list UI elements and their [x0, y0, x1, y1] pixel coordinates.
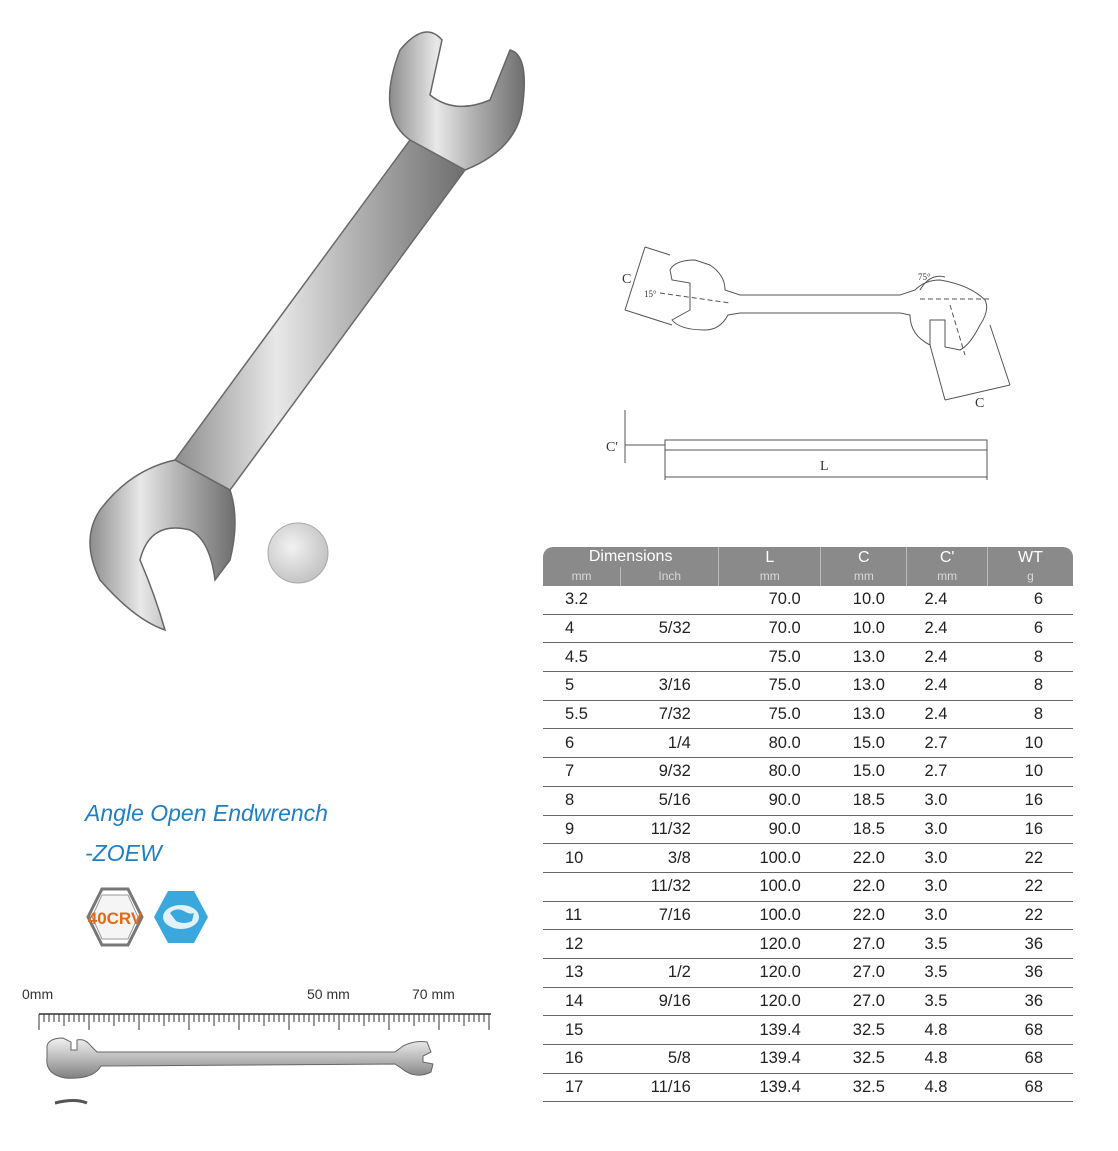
cell-weight-wt: 10 [987, 758, 1073, 787]
cell-size-inch: 9/32 [621, 758, 719, 787]
cell-width-c: 10.0 [821, 586, 907, 614]
product-code: -ZOEW [85, 840, 162, 866]
cell-size-inch: 1/2 [621, 958, 719, 987]
ruler-ticks [39, 1014, 489, 1030]
cell-width-c: 22.0 [821, 901, 907, 930]
cell-weight-wt: 16 [987, 786, 1073, 815]
table-row [543, 844, 1073, 873]
cell-width-c: 18.5 [821, 786, 907, 815]
cell-thickness-c-prime: 2.4 [907, 700, 988, 729]
cell-thickness-c-prime: 3.0 [907, 872, 988, 901]
cell-size-inch: 7/32 [621, 700, 719, 729]
hex-material-badge-icon [88, 889, 143, 945]
cell-thickness-c-prime: 2.4 [907, 586, 988, 614]
header-dimensions: Dimensions [543, 547, 719, 567]
cell-size-inch [621, 1016, 719, 1045]
cell-size-inch: 11/16 [621, 1073, 719, 1102]
cell-width-c: 27.0 [821, 930, 907, 959]
header-c: C mm [821, 547, 907, 586]
cell-weight-wt: 22 [987, 844, 1073, 873]
cell-size-inch [621, 643, 719, 672]
cell-size-mm: 3.2 [543, 586, 621, 614]
cell-length-l: 139.4 [719, 1016, 821, 1045]
cell-width-c: 13.0 [821, 643, 907, 672]
cell-size-mm: 11 [543, 901, 621, 930]
cell-size-inch [621, 930, 719, 959]
cell-width-c: 32.5 [821, 1045, 907, 1074]
dim-angle-15: 15° [644, 289, 657, 299]
dim-c-bottom: C [975, 396, 985, 411]
cell-weight-wt: 6 [987, 586, 1073, 614]
cell-width-c: 15.0 [821, 729, 907, 758]
cell-size-inch: 11/32 [621, 815, 719, 844]
cell-size-mm: 5.5 [543, 700, 621, 729]
cell-length-l: 90.0 [719, 815, 821, 844]
cell-thickness-c-prime: 3.5 [907, 987, 988, 1016]
cell-length-l: 80.0 [719, 758, 821, 787]
table-row [543, 958, 1073, 987]
dimension-drawing [600, 235, 1020, 500]
cell-width-c: 18.5 [821, 815, 907, 844]
table-row [543, 1016, 1073, 1045]
ruler-label-70mm: 70 mm [412, 986, 455, 1002]
cell-weight-wt: 36 [987, 987, 1073, 1016]
dim-angle-75: 75° [918, 272, 931, 282]
header-wt: WT g [987, 547, 1073, 586]
table-row [543, 758, 1073, 787]
cell-width-c: 22.0 [821, 872, 907, 901]
cell-thickness-c-prime: 3.0 [907, 786, 988, 815]
table-row [543, 700, 1073, 729]
cell-length-l: 70.0 [719, 614, 821, 643]
cell-width-c: 13.0 [821, 672, 907, 701]
cell-weight-wt: 8 [987, 643, 1073, 672]
cell-width-c: 27.0 [821, 958, 907, 987]
globe-hex-badge-icon [154, 891, 208, 943]
cell-weight-wt: 8 [987, 672, 1073, 701]
cell-width-c: 32.5 [821, 1016, 907, 1045]
cell-size-mm: 12 [543, 930, 621, 959]
cell-thickness-c-prime: 4.8 [907, 1016, 988, 1045]
cell-length-l: 120.0 [719, 958, 821, 987]
cell-weight-wt: 36 [987, 930, 1073, 959]
ruler-with-wrench [35, 1008, 505, 1108]
header-l: L mm [719, 547, 821, 586]
cell-length-l: 90.0 [719, 786, 821, 815]
cell-width-c: 13.0 [821, 700, 907, 729]
table-row [543, 815, 1073, 844]
cell-length-l: 75.0 [719, 643, 821, 672]
cell-thickness-c-prime: 2.7 [907, 758, 988, 787]
cell-size-mm: 15 [543, 1016, 621, 1045]
cell-weight-wt: 22 [987, 872, 1073, 901]
cell-length-l: 75.0 [719, 700, 821, 729]
cell-size-mm: 13 [543, 958, 621, 987]
cell-length-l: 70.0 [719, 586, 821, 614]
cell-weight-wt: 8 [987, 700, 1073, 729]
cell-size-inch: 7/16 [621, 901, 719, 930]
cell-size-inch: 11/32 [621, 872, 719, 901]
cell-weight-wt: 16 [987, 815, 1073, 844]
cell-thickness-c-prime: 4.8 [907, 1073, 988, 1102]
cell-thickness-c-prime: 3.5 [907, 930, 988, 959]
cell-thickness-c-prime: 3.0 [907, 844, 988, 873]
ruler-label-0mm: 0mm [22, 986, 54, 1002]
table-row [543, 987, 1073, 1016]
cell-length-l: 100.0 [719, 844, 821, 873]
badge-40crv-label: 40CRV [87, 909, 143, 928]
table-row [543, 872, 1073, 901]
cell-size-inch: 9/16 [621, 987, 719, 1016]
cell-size-mm: 14 [543, 987, 621, 1016]
cell-weight-wt: 68 [987, 1073, 1073, 1102]
cell-thickness-c-prime: 3.0 [907, 901, 988, 930]
ruler-label-50mm: 50 mm [307, 986, 350, 1002]
dim-l: L [820, 459, 829, 474]
cell-size-mm: 4.5 [543, 643, 621, 672]
table-row [543, 672, 1073, 701]
badges [80, 887, 220, 947]
cell-size-mm: 10 [543, 844, 621, 873]
spec-table-body [543, 586, 1073, 1102]
cell-length-l: 80.0 [719, 729, 821, 758]
cell-weight-wt: 22 [987, 901, 1073, 930]
cell-size-inch: 5/32 [621, 614, 719, 643]
cell-width-c: 10.0 [821, 614, 907, 643]
cell-thickness-c-prime: 3.5 [907, 958, 988, 987]
cell-size-mm: 17 [543, 1073, 621, 1102]
cell-width-c: 27.0 [821, 987, 907, 1016]
cell-length-l: 100.0 [719, 901, 821, 930]
cell-thickness-c-prime: 4.8 [907, 1045, 988, 1074]
cell-weight-wt: 68 [987, 1016, 1073, 1045]
table-row [543, 930, 1073, 959]
cell-size-mm: 6 [543, 729, 621, 758]
cell-length-l: 139.4 [719, 1073, 821, 1102]
spec-table [543, 547, 1073, 1102]
cell-thickness-c-prime: 2.4 [907, 643, 988, 672]
cell-size-mm: 8 [543, 786, 621, 815]
table-row [543, 729, 1073, 758]
table-row [543, 643, 1073, 672]
table-row [543, 1073, 1073, 1102]
cell-length-l: 139.4 [719, 1045, 821, 1074]
cell-thickness-c-prime: 2.4 [907, 672, 988, 701]
cell-size-inch: 1/4 [621, 729, 719, 758]
table-row [543, 614, 1073, 643]
table-row [543, 901, 1073, 930]
cell-length-l: 100.0 [719, 872, 821, 901]
dim-c-prime: C' [606, 440, 618, 455]
product-title: Angle Open Endwrench [85, 800, 328, 826]
wrench-product-photo [70, 20, 550, 650]
cell-length-l: 120.0 [719, 930, 821, 959]
header-c-prime: C' mm [907, 547, 988, 586]
cell-weight-wt: 68 [987, 1045, 1073, 1074]
cell-thickness-c-prime: 3.0 [907, 815, 988, 844]
cell-width-c: 22.0 [821, 844, 907, 873]
cell-size-mm: 9 [543, 815, 621, 844]
cell-size-inch: 3/8 [621, 844, 719, 873]
cell-size-inch [621, 586, 719, 614]
cell-weight-wt: 10 [987, 729, 1073, 758]
dim-c-top: C [622, 272, 632, 287]
cell-size-inch: 5/16 [621, 786, 719, 815]
cell-length-l: 75.0 [719, 672, 821, 701]
cell-length-l: 120.0 [719, 987, 821, 1016]
table-row [543, 786, 1073, 815]
cell-weight-wt: 36 [987, 958, 1073, 987]
cell-size-mm: 7 [543, 758, 621, 787]
cell-size-mm: 4 [543, 614, 621, 643]
cell-size-mm: 16 [543, 1045, 621, 1074]
cell-size-inch: 5/8 [621, 1045, 719, 1074]
cell-size-inch: 3/16 [621, 672, 719, 701]
cell-width-c: 15.0 [821, 758, 907, 787]
cell-thickness-c-prime: 2.7 [907, 729, 988, 758]
cell-width-c: 32.5 [821, 1073, 907, 1102]
subheader-inch: Inch [621, 567, 719, 586]
cell-weight-wt: 6 [987, 614, 1073, 643]
cell-size-mm: 5 [543, 672, 621, 701]
cell-thickness-c-prime: 2.4 [907, 614, 988, 643]
table-row [543, 586, 1073, 614]
subheader-mm: mm [543, 567, 621, 586]
cell-size-mm [543, 872, 621, 901]
table-row [543, 1045, 1073, 1074]
